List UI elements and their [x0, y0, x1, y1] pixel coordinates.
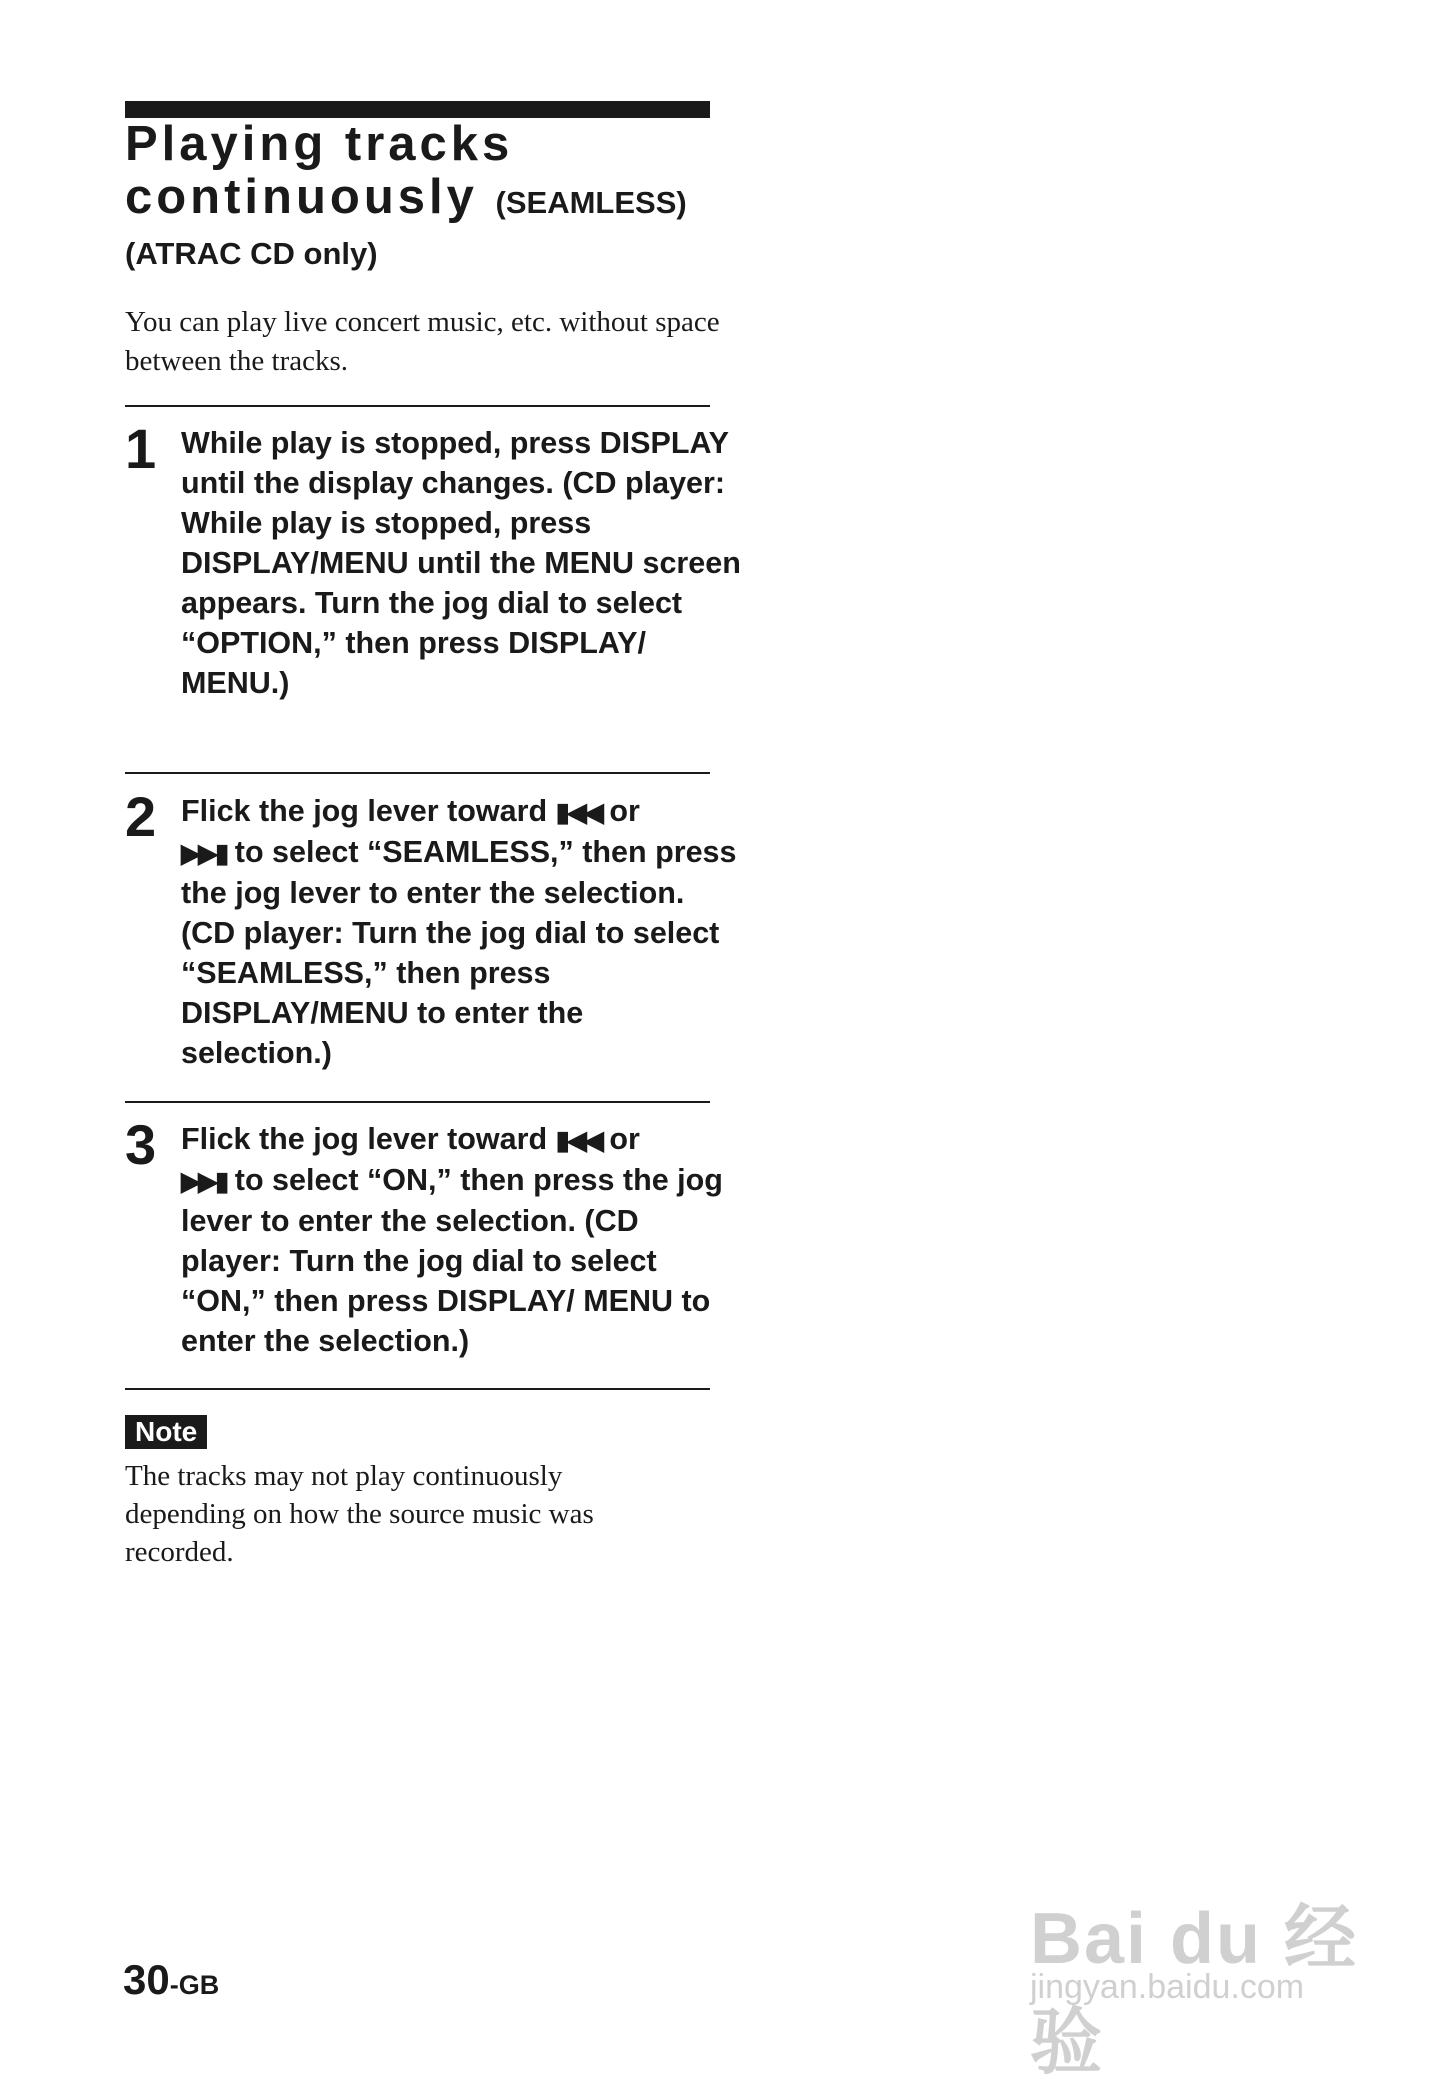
divider: [125, 1388, 710, 1390]
prev-track-icon: ▮◀◀: [555, 1125, 601, 1155]
divider: [125, 772, 710, 774]
section-subtitle: (ATRAC CD only): [125, 236, 378, 271]
page-number-value: 30: [123, 1956, 170, 2003]
step-text: [181, 1119, 741, 1361]
title-line-1: Playing tracks: [125, 117, 514, 171]
page-number: [123, 1956, 219, 2004]
step-number: 3: [125, 1113, 157, 1176]
step-text-a: Flick the jog lever toward: [181, 794, 548, 828]
next-track-icon: ▶▶▮: [181, 1166, 227, 1196]
divider: [125, 405, 710, 407]
step-text-a: Flick the jog lever toward: [181, 1122, 548, 1156]
step-number: 1: [125, 417, 157, 480]
intro-text: You can play live concert music, etc. without space between the tracks.: [125, 306, 720, 377]
step-text-c: to select “SEAMLESS,” then press the jog lever to enter the selection. (CD player: Turn the jog dial to select “SEAMLESS,” then press DISPLAY/MENU to enter the selection.): [181, 835, 737, 1070]
divider: [125, 1101, 710, 1103]
step-text: While play is stopped, press DISPLAY until the display changes. (CD player: While play is stopped, press DISPLAY/MENU until the MENU screen appears. Turn the jog dial to select “OPTION,” then press DISPLAY/ MENU.): [181, 426, 741, 700]
prev-track-icon: ▮◀◀: [555, 797, 601, 827]
page-suffix: -GB: [169, 1970, 220, 2000]
note-badge: Note: [125, 1415, 207, 1449]
section-title: [125, 118, 745, 229]
next-track-icon: ▶▶▮: [181, 838, 227, 868]
watermark-url: jingyan.baidu.com: [1030, 1968, 1305, 2006]
heading-bar: [125, 101, 710, 118]
step-text-b: or: [609, 794, 640, 828]
step-number: 2: [125, 785, 157, 848]
watermark-brand: Bai du 经验: [1030, 1899, 1359, 2083]
step-text-c: to select “ON,” then press the jog lever to enter the selection. (CD player: Turn the jog dial to select “ON,” then press DISPLAY/ MENU to enter the selection.): [181, 1163, 723, 1358]
note-text: The tracks may not play continuously depending on how the source music was recorded.: [125, 1460, 594, 1568]
watermark: [1030, 1850, 1370, 2083]
step-text-b: or: [609, 1122, 640, 1156]
title-line-2: continuously: [125, 170, 478, 224]
title-tag: (SEAMLESS): [495, 185, 687, 220]
step-text: [181, 791, 741, 1073]
